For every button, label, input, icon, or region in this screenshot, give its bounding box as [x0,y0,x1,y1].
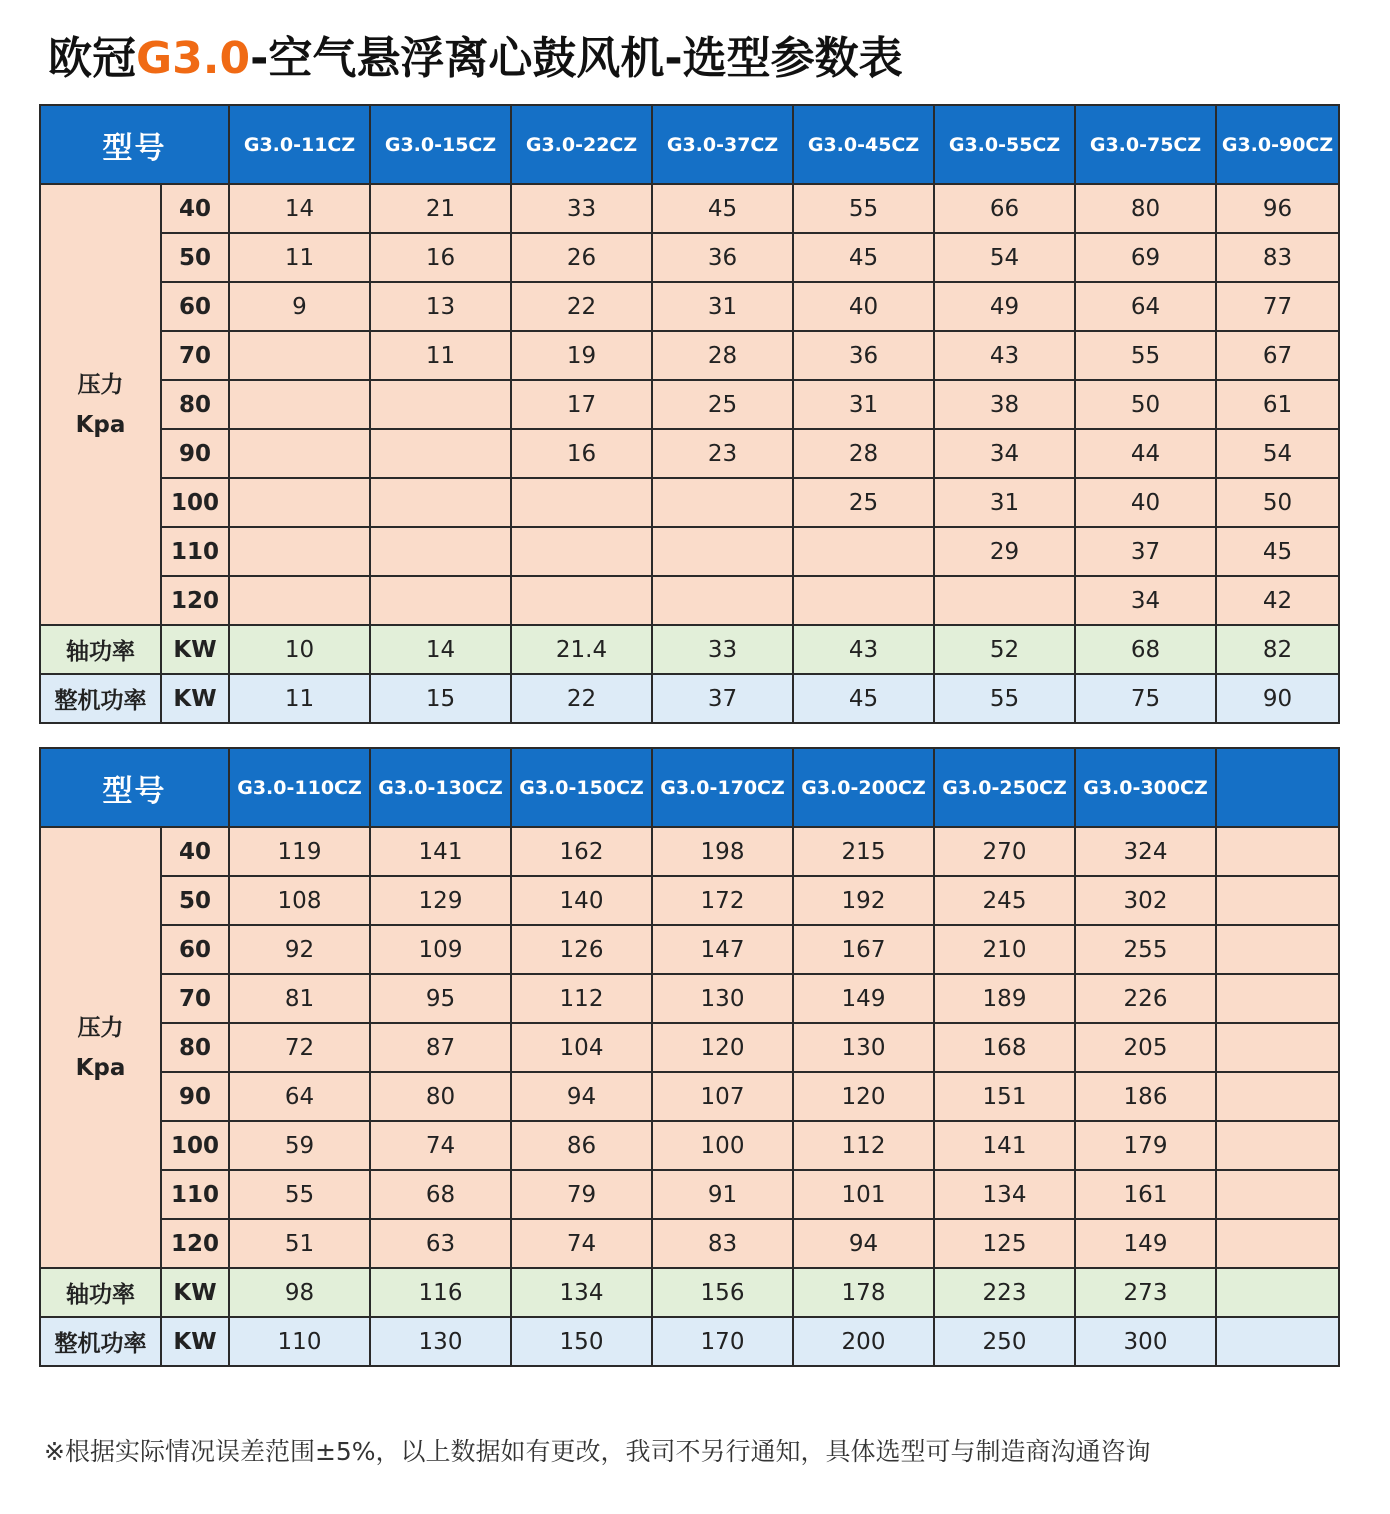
flow-cell: 34 [934,429,1075,478]
flow-cell: 26 [511,233,652,282]
flow-cell: 270 [934,827,1075,876]
flow-cell: 66 [934,184,1075,233]
pressure-value: 50 [161,233,229,282]
flow-cell: 11 [370,331,511,380]
model-header: G3.0-110CZ [229,748,370,827]
flow-cell: 95 [370,974,511,1023]
shaft-power-cell: 21.4 [511,625,652,674]
flow-cell: 63 [370,1219,511,1268]
flow-cell: 172 [652,876,793,925]
flow-cell: 141 [934,1121,1075,1170]
pressure-value: 50 [161,876,229,925]
total-power-cell: 300 [1075,1317,1216,1366]
pressure-label [40,827,161,1268]
shaft-power-label: 轴功率 [40,1268,161,1317]
total-power-cell: 11 [229,674,370,723]
table-row [40,974,1339,1023]
total-power-cell: 55 [934,674,1075,723]
flow-cell: 37 [1075,527,1216,576]
flow-cell: 168 [934,1023,1075,1072]
table-row [40,233,1339,282]
model-header: G3.0-75CZ [1075,105,1216,184]
model-header: G3.0-37CZ [652,105,793,184]
pressure-value: 100 [161,1121,229,1170]
flow-cell: 147 [652,925,793,974]
flow-cell: 120 [652,1023,793,1072]
flow-cell: 119 [229,827,370,876]
pressure-value: 120 [161,1219,229,1268]
flow-cell: 186 [1075,1072,1216,1121]
title-prefix: 欧冠 [48,33,136,84]
flow-cell: 96 [1216,184,1339,233]
table-row [40,1072,1339,1121]
flow-cell: 17 [511,380,652,429]
flow-cell: 80 [370,1072,511,1121]
flow-cell: 129 [370,876,511,925]
model-header: G3.0-90CZ [1216,105,1339,184]
shaft-power-row [40,1268,1339,1317]
unit-kw: KW [161,1317,229,1366]
table-row [40,827,1339,876]
model-header: G3.0-55CZ [934,105,1075,184]
table-row [40,380,1339,429]
pressure-value: 90 [161,1072,229,1121]
flow-cell [370,380,511,429]
shaft-power-cell: 116 [370,1268,511,1317]
total-power-cell: 170 [652,1317,793,1366]
model-header: G3.0-150CZ [511,748,652,827]
model-header: G3.0-200CZ [793,748,934,827]
flow-cell: 226 [1075,974,1216,1023]
footnote: ※根据实际情况误差范围±5%，以上数据如有更改，我司不另行通知，具体选型可与制造商沟通咨询 [44,1437,1151,1466]
flow-cell [229,380,370,429]
shaft-power-cell: 156 [652,1268,793,1317]
flow-cell [229,527,370,576]
unit-kw: KW [161,625,229,674]
flow-cell [370,429,511,478]
flow-cell [370,576,511,625]
model-header: G3.0-15CZ [370,105,511,184]
flow-cell: 69 [1075,233,1216,282]
flow-cell: 179 [1075,1121,1216,1170]
flow-cell: 120 [793,1072,934,1121]
pressure-value: 70 [161,331,229,380]
shaft-power-cell: 68 [1075,625,1216,674]
flow-cell: 130 [652,974,793,1023]
total-power-cell: 130 [370,1317,511,1366]
flow-cell: 11 [229,233,370,282]
flow-cell [229,331,370,380]
header-row [40,748,1339,827]
shaft-power-cell: 52 [934,625,1075,674]
flow-cell: 34 [1075,576,1216,625]
table-row [40,1023,1339,1072]
flow-cell: 92 [229,925,370,974]
flow-cell: 80 [1075,184,1216,233]
flow-cell [934,576,1075,625]
flow-cell: 31 [934,478,1075,527]
flow-cell: 36 [793,331,934,380]
flow-cell: 31 [793,380,934,429]
shaft-power-cell: 43 [793,625,934,674]
flow-cell: 149 [793,974,934,1023]
table-row [40,282,1339,331]
flow-cell: 107 [652,1072,793,1121]
flow-cell: 16 [370,233,511,282]
shaft-power-cell: 273 [1075,1268,1216,1317]
flow-cell: 189 [934,974,1075,1023]
flow-cell: 108 [229,876,370,925]
pressure-value: 40 [161,827,229,876]
table-row [40,1219,1339,1268]
model-label: 型号 [40,105,229,184]
total-power-label: 整机功率 [40,1317,161,1366]
total-power-row [40,674,1339,723]
flow-cell: 77 [1216,282,1339,331]
total-power-cell: 250 [934,1317,1075,1366]
pressure-label-text: 压力 [77,1014,124,1041]
pressure-unit-text: Kpa [75,411,126,438]
flow-cell: 68 [370,1170,511,1219]
flow-cell [370,478,511,527]
model-header: G3.0-130CZ [370,748,511,827]
flow-cell: 45 [1216,527,1339,576]
flow-cell: 167 [793,925,934,974]
flow-cell: 302 [1075,876,1216,925]
flow-cell: 126 [511,925,652,974]
pressure-value: 70 [161,974,229,1023]
flow-cell [511,576,652,625]
page-title [48,28,903,90]
flow-cell: 210 [934,925,1075,974]
shaft-power-cell: 82 [1216,625,1339,674]
spec-table-1 [39,104,1340,724]
title-suffix: -空气悬浮离心鼓风机-选型参数表 [250,33,903,84]
flow-cell [1216,925,1339,974]
flow-cell: 112 [511,974,652,1023]
total-power-cell: 22 [511,674,652,723]
flow-cell [1216,876,1339,925]
flow-cell: 109 [370,925,511,974]
flow-cell [1216,1121,1339,1170]
flow-cell: 55 [1075,331,1216,380]
flow-cell: 67 [1216,331,1339,380]
flow-cell: 91 [652,1170,793,1219]
flow-cell: 33 [511,184,652,233]
shaft-power-row [40,625,1339,674]
shaft-power-cell: 134 [511,1268,652,1317]
flow-cell: 162 [511,827,652,876]
flow-cell: 54 [1216,429,1339,478]
flow-cell [1216,1219,1339,1268]
total-power-cell: 110 [229,1317,370,1366]
model-header: G3.0-250CZ [934,748,1075,827]
model-header: G3.0-11CZ [229,105,370,184]
flow-cell: 151 [934,1072,1075,1121]
flow-cell: 192 [793,876,934,925]
flow-cell: 51 [229,1219,370,1268]
flow-cell: 130 [793,1023,934,1072]
pressure-value: 60 [161,282,229,331]
flow-cell: 81 [229,974,370,1023]
spec-table-2 [39,747,1340,1367]
flow-cell: 55 [229,1170,370,1219]
pressure-value: 110 [161,1170,229,1219]
flow-cell: 83 [652,1219,793,1268]
flow-cell: 23 [652,429,793,478]
total-power-cell: 200 [793,1317,934,1366]
flow-cell: 83 [1216,233,1339,282]
shaft-power-cell: 98 [229,1268,370,1317]
flow-cell: 19 [511,331,652,380]
flow-cell: 42 [1216,576,1339,625]
shaft-power-cell: 10 [229,625,370,674]
table-row [40,478,1339,527]
flow-cell [1216,1170,1339,1219]
flow-cell: 43 [934,331,1075,380]
pressure-value: 40 [161,184,229,233]
flow-cell: 49 [934,282,1075,331]
flow-cell [652,576,793,625]
pressure-unit-text: Kpa [75,1054,126,1081]
flow-cell: 21 [370,184,511,233]
table-row [40,1170,1339,1219]
flow-cell [511,478,652,527]
flow-cell: 45 [652,184,793,233]
flow-cell: 125 [934,1219,1075,1268]
table-row [40,576,1339,625]
flow-cell: 94 [511,1072,652,1121]
flow-cell: 36 [652,233,793,282]
total-power-cell: 90 [1216,674,1339,723]
shaft-power-cell: 14 [370,625,511,674]
flow-cell [229,478,370,527]
table-row [40,925,1339,974]
total-power-cell: 45 [793,674,934,723]
flow-cell [793,576,934,625]
shaft-power-label: 轴功率 [40,625,161,674]
flow-cell: 44 [1075,429,1216,478]
table-row [40,527,1339,576]
total-power-cell [1216,1317,1339,1366]
flow-cell: 22 [511,282,652,331]
flow-cell [1216,827,1339,876]
pressure-value: 80 [161,380,229,429]
table-row [40,429,1339,478]
flow-cell: 112 [793,1121,934,1170]
flow-cell: 134 [934,1170,1075,1219]
model-header [1216,748,1339,827]
pressure-value: 120 [161,576,229,625]
flow-cell [793,527,934,576]
flow-cell: 38 [934,380,1075,429]
flow-cell: 50 [1075,380,1216,429]
model-header: G3.0-22CZ [511,105,652,184]
flow-cell: 100 [652,1121,793,1170]
total-power-cell: 37 [652,674,793,723]
pressure-label-text: 压力 [77,371,124,398]
flow-cell: 29 [934,527,1075,576]
flow-cell: 25 [793,478,934,527]
flow-cell: 28 [652,331,793,380]
flow-cell: 28 [793,429,934,478]
unit-kw: KW [161,674,229,723]
flow-cell: 61 [1216,380,1339,429]
flow-cell: 141 [370,827,511,876]
unit-kw: KW [161,1268,229,1317]
flow-cell: 94 [793,1219,934,1268]
flow-cell: 31 [652,282,793,331]
flow-cell: 245 [934,876,1075,925]
flow-cell: 25 [652,380,793,429]
flow-cell: 205 [1075,1023,1216,1072]
table-row [40,876,1339,925]
flow-cell [229,576,370,625]
flow-cell: 54 [934,233,1075,282]
flow-cell: 324 [1075,827,1216,876]
flow-cell: 87 [370,1023,511,1072]
flow-cell: 64 [229,1072,370,1121]
flow-cell [652,527,793,576]
header-row [40,105,1339,184]
flow-cell: 101 [793,1170,934,1219]
flow-cell: 86 [511,1121,652,1170]
flow-cell [1216,1072,1339,1121]
model-header: G3.0-45CZ [793,105,934,184]
flow-cell [511,527,652,576]
pressure-value: 60 [161,925,229,974]
total-power-cell: 150 [511,1317,652,1366]
flow-cell [1216,974,1339,1023]
shaft-power-cell: 223 [934,1268,1075,1317]
flow-cell: 40 [793,282,934,331]
flow-cell: 50 [1216,478,1339,527]
flow-cell: 74 [370,1121,511,1170]
model-header: G3.0-300CZ [1075,748,1216,827]
table-row [40,331,1339,380]
flow-cell: 13 [370,282,511,331]
flow-cell: 74 [511,1219,652,1268]
flow-cell: 104 [511,1023,652,1072]
flow-cell [652,478,793,527]
total-power-label: 整机功率 [40,674,161,723]
flow-cell: 215 [793,827,934,876]
total-power-cell: 15 [370,674,511,723]
pressure-label [40,184,161,625]
flow-cell: 72 [229,1023,370,1072]
flow-cell: 59 [229,1121,370,1170]
model-header: G3.0-170CZ [652,748,793,827]
total-power-row [40,1317,1339,1366]
flow-cell [1216,1023,1339,1072]
table-row [40,184,1339,233]
model-label: 型号 [40,748,229,827]
flow-cell: 198 [652,827,793,876]
flow-cell: 161 [1075,1170,1216,1219]
flow-cell: 79 [511,1170,652,1219]
flow-cell: 255 [1075,925,1216,974]
pressure-value: 110 [161,527,229,576]
flow-cell: 45 [793,233,934,282]
pressure-value: 100 [161,478,229,527]
flow-cell: 40 [1075,478,1216,527]
flow-cell: 14 [229,184,370,233]
table-row [40,1121,1339,1170]
flow-cell: 9 [229,282,370,331]
title-accent: G3.0 [136,33,251,84]
flow-cell: 55 [793,184,934,233]
flow-cell: 140 [511,876,652,925]
flow-cell: 16 [511,429,652,478]
pressure-value: 80 [161,1023,229,1072]
shaft-power-cell: 33 [652,625,793,674]
shaft-power-cell: 178 [793,1268,934,1317]
shaft-power-cell [1216,1268,1339,1317]
pressure-value: 90 [161,429,229,478]
flow-cell: 149 [1075,1219,1216,1268]
flow-cell [229,429,370,478]
flow-cell [370,527,511,576]
flow-cell: 64 [1075,282,1216,331]
total-power-cell: 75 [1075,674,1216,723]
